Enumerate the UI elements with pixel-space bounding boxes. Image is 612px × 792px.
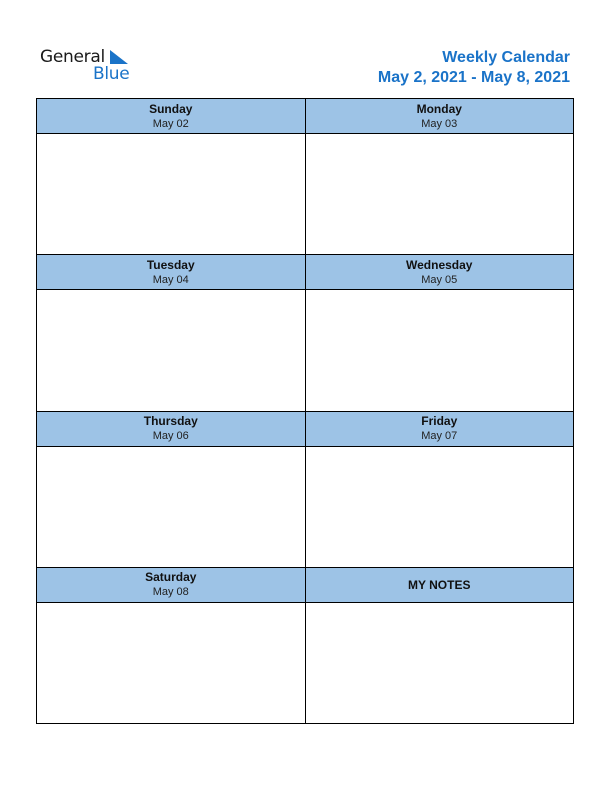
notes-cell (306, 568, 575, 724)
day-entry-area[interactable] (37, 603, 305, 723)
day-entry-area[interactable] (37, 134, 305, 254)
day-name: Tuesday (146, 257, 195, 272)
day-date: May 02 (152, 117, 189, 130)
calendar-grid (36, 98, 574, 724)
day-header (306, 99, 574, 134)
day-name: Friday (421, 414, 458, 428)
day-name: Sunday (149, 101, 193, 116)
day-header (37, 99, 305, 134)
page-title: Weekly Calendar (442, 49, 570, 66)
notes-header (306, 568, 574, 603)
day-cell-sunday (37, 99, 306, 255)
day-date: May 06 (152, 430, 189, 442)
day-cell-thursday (37, 412, 306, 568)
day-cell-friday (306, 412, 575, 568)
day-cell-monday (306, 99, 575, 255)
day-name: Saturday (145, 570, 197, 585)
day-entry-area[interactable] (306, 447, 574, 567)
day-name: Monday (416, 101, 462, 116)
notes-label: MY NOTES (408, 577, 471, 592)
day-date: May 07 (421, 430, 458, 442)
notes-entry-area[interactable] (306, 603, 574, 723)
day-header (37, 412, 305, 447)
date-range: May 2, 2021 - May 8, 2021 (377, 69, 570, 86)
day-entry-area[interactable] (306, 134, 574, 254)
day-entry-area[interactable] (37, 447, 305, 567)
day-header (37, 568, 305, 603)
day-date: May 04 (152, 273, 189, 286)
day-header (306, 255, 574, 290)
day-date: May 03 (421, 117, 458, 130)
logo-word-blue: Blue (93, 64, 130, 84)
day-entry-area[interactable] (306, 290, 574, 410)
day-cell-tuesday (37, 255, 306, 411)
general-blue-logo (40, 47, 140, 87)
day-entry-area[interactable] (37, 290, 305, 410)
day-date: May 05 (421, 273, 458, 286)
day-date: May 08 (152, 586, 189, 599)
logo-word-general: General (40, 47, 105, 67)
day-name: Thursday (143, 414, 198, 428)
day-name: Wednesday (406, 257, 473, 272)
day-cell-wednesday (306, 255, 575, 411)
day-header (37, 255, 305, 290)
day-header (306, 412, 574, 447)
day-cell-saturday (37, 568, 306, 724)
